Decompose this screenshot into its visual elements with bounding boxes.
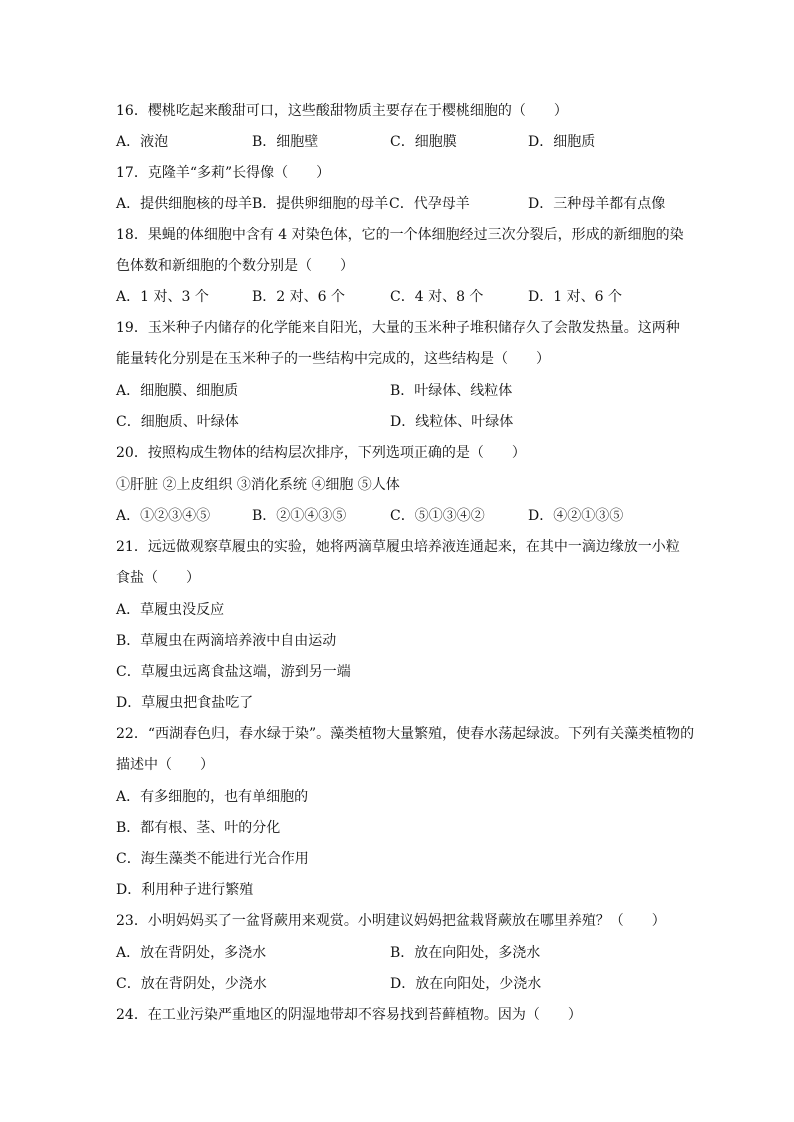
question-22-option-b: B．都有根、茎、叶的分化	[116, 820, 281, 836]
question-23-option-c: C．放在背阴处，少浇水	[116, 976, 267, 992]
question-19-option-b: B．叶绿体、线粒体	[390, 383, 513, 399]
question-19-stem-line-1: 19．玉米种子内储存的化学能来自阳光，大量的玉米种子堆积储存久了会散发热量。这两种	[116, 320, 680, 336]
question-18-stem-line-1: 18．果蝇的体细胞中含有 4 对染色体，它的一个体细胞经过三次分裂后，形成的新细胞的染	[116, 227, 684, 243]
question-22-option-d: D．利用种子进行繁殖	[116, 882, 254, 898]
question-21-stem-line-1: 21．远远做观察草履虫的实验，她将两滴草履虫培养液连通起来，在其中一滴边缘放一小粒	[116, 539, 680, 555]
question-19-option-d: D．线粒体、叶绿体	[390, 414, 514, 430]
question-20-stem: 20．按照构成生物体的结构层次排序，下列选项正确的是（ ）	[116, 445, 526, 461]
question-21-option-c: C．草履虫远离食盐这端，游到另一端	[116, 664, 351, 680]
question-22-stem-line-2: 描述中（ ）	[116, 757, 214, 773]
question-16-option-c: C．细胞膜	[390, 134, 457, 150]
question-18-option-b: B．2 对、6 个	[252, 289, 346, 305]
question-17-option-b: B．提供卵细胞的母羊	[252, 196, 389, 212]
question-17-stem: 17．克隆羊“多莉”长得像（ ）	[116, 165, 331, 181]
question-20-option-a: A．①②③④⑤	[116, 508, 211, 524]
question-19-option-a: A．细胞膜、细胞质	[116, 383, 239, 399]
question-17-option-a: A．提供细胞核的母羊	[116, 196, 253, 212]
question-16-stem: 16．樱桃吃起来酸甜可口，这些酸甜物质主要存在于樱桃细胞的（ ）	[116, 103, 568, 119]
question-18-option-c: C．4 对、8 个	[390, 289, 484, 305]
question-16-option-d: D．细胞质	[528, 134, 596, 150]
question-20-option-d: D．④②①③⑤	[528, 508, 624, 524]
question-16-option-b: B．细胞壁	[252, 134, 319, 150]
question-22-option-c: C．海生藻类不能进行光合作用	[116, 851, 309, 867]
question-18-option-a: A．1 对、3 个	[116, 289, 209, 305]
question-24-stem: 24．在工业污染严重地区的阴湿地带却不容易找到苔藓植物。因为（ ）	[116, 1007, 582, 1023]
question-17-option-d: D．三种母羊都有点像	[528, 196, 666, 212]
question-21-option-a: A．草履虫没反应	[116, 602, 225, 618]
question-22-stem-line-1: 22．“西湖春色归，春水绿于染”。藻类植物大量繁殖，使春水荡起绿波。下列有关藻类植物的	[116, 726, 695, 742]
question-20-option-b: B．②①④③⑤	[252, 508, 347, 524]
question-20-items: ①肝脏 ②上皮组织 ③消化系统 ④细胞 ⑤人体	[116, 477, 400, 493]
question-18-option-d: D．1 对、6 个	[528, 289, 622, 305]
question-23-option-b: B．放在向阳处，多浇水	[390, 945, 541, 961]
question-19-stem-line-2: 能量转化分别是在玉米种子的一些结构中完成的，这些结构是（ ）	[116, 351, 550, 367]
question-16-option-a: A．液泡	[116, 134, 169, 150]
question-23-option-d: D．放在向阳处，少浇水	[390, 976, 542, 992]
question-18-stem-line-2: 色体数和新细胞的个数分别是（ ）	[116, 258, 354, 274]
question-17-option-c: C．代孕母羊	[389, 196, 470, 212]
question-20-option-c: C．⑤①③④②	[390, 508, 485, 524]
question-21-option-d: D．草履虫把食盐吃了	[116, 695, 254, 711]
question-23-option-a: A．放在背阴处，多浇水	[116, 945, 267, 961]
question-21-option-b: B．草履虫在两滴培养液中自由运动	[116, 633, 337, 649]
question-19-option-c: C．细胞质、叶绿体	[116, 414, 239, 430]
question-21-stem-line-2: 食盐（ ）	[116, 570, 200, 586]
question-23-stem: 23．小明妈妈买了一盆肾蕨用来观赏。小明建议妈妈把盆栽肾蕨放在哪里养殖？（ ）	[116, 913, 666, 929]
question-22-option-a: A．有多细胞的，也有单细胞的	[116, 789, 309, 805]
